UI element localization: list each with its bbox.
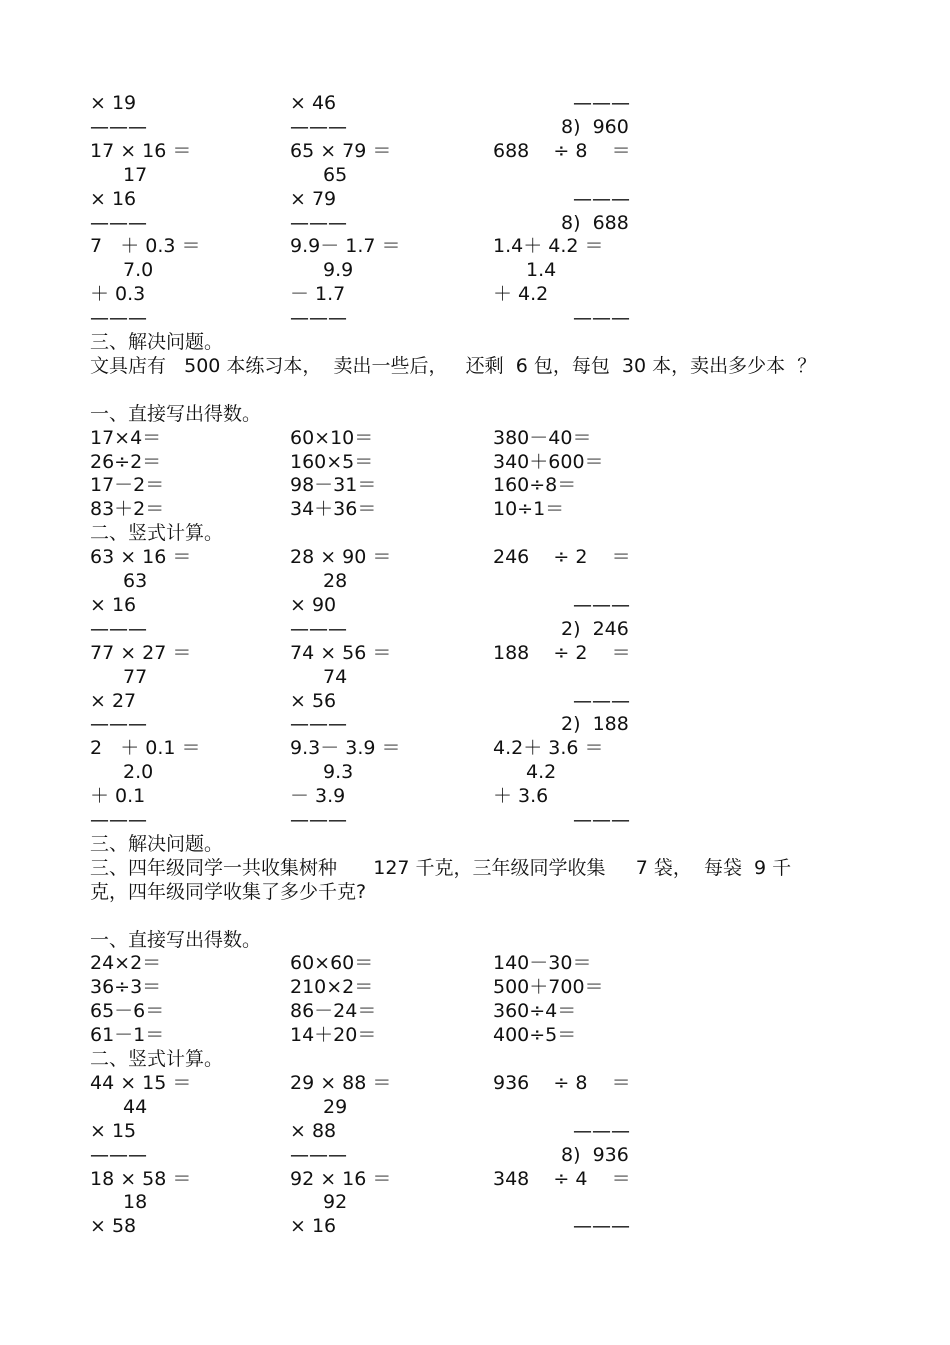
text-line: 克，四年级同学收集了多少千克? bbox=[90, 880, 367, 903]
problem-cell: 65 bbox=[323, 163, 348, 186]
problem-cell: 340＋600＝ bbox=[493, 450, 604, 473]
problem-cell: 77 bbox=[123, 665, 148, 688]
problem-cell: ——— bbox=[290, 1143, 347, 1166]
problem-cell: 360÷4＝ bbox=[493, 1000, 577, 1023]
problem-cell: 63 × 16 ＝ bbox=[90, 546, 192, 569]
problem-cell: 7.0 bbox=[123, 259, 154, 282]
problem-cell: × 19 bbox=[90, 92, 137, 114]
problem-cell: 4.2＋ 3.6 ＝ bbox=[493, 737, 604, 760]
problem-cell: 28 bbox=[323, 570, 348, 592]
problem-cell: 18 bbox=[123, 1191, 148, 1214]
problem-cell: ——— bbox=[290, 809, 347, 831]
problem-cell: 2) 246 bbox=[561, 617, 629, 640]
problem-cell: 9.3 bbox=[323, 761, 354, 784]
text-line: 三、四年级同学一共收集树种 127 千克，三年级同学收集 7 袋， 每袋 9 千 bbox=[90, 856, 792, 879]
problem-cell: 26÷2＝ bbox=[90, 450, 162, 473]
problem-cell: 160÷8＝ bbox=[493, 474, 577, 497]
problem-cell: 2 ＋ 0.1 ＝ bbox=[90, 737, 201, 760]
problem-cell: × 27 bbox=[90, 689, 137, 712]
problem-cell: 63 bbox=[123, 570, 148, 592]
problem-cell: 83＋2＝ bbox=[90, 498, 165, 521]
problem-cell: × 15 bbox=[90, 1119, 137, 1142]
problem-cell: 10÷1＝ bbox=[493, 498, 565, 521]
text-line: 三、解决问题。 bbox=[90, 832, 224, 855]
problem-cell: ——— bbox=[573, 1119, 630, 1142]
text-line: 三、解决问题。 bbox=[90, 331, 224, 353]
problem-cell: ——— bbox=[573, 1215, 630, 1238]
problem-cell: 1.4 bbox=[526, 259, 557, 282]
text-line: 一、直接写出得数。 bbox=[90, 402, 262, 425]
problem-cell: 160×5＝ bbox=[290, 450, 374, 473]
problem-cell: 400÷5＝ bbox=[493, 1024, 577, 1047]
problem-cell: ——— bbox=[90, 1143, 147, 1166]
text-line: 文具店有 500 本练习本， 卖出一些后， 还剩 6 包，每包 30 本，卖出多少本 ？ bbox=[90, 354, 817, 377]
problem-cell: 98－31＝ bbox=[290, 474, 377, 497]
text-line: 一、直接写出得数。 bbox=[90, 928, 262, 951]
problem-cell: ——— bbox=[90, 211, 147, 234]
problem-cell: ——— bbox=[290, 307, 347, 330]
text-line: 二、竖式计算。 bbox=[90, 1048, 224, 1070]
problem-cell: 140－30＝ bbox=[493, 952, 592, 975]
problem-cell: 8) 688 bbox=[561, 211, 629, 234]
problem-cell: × 56 bbox=[290, 689, 337, 712]
problem-cell: ——— bbox=[290, 617, 347, 640]
problem-cell: × 79 bbox=[290, 187, 337, 210]
problem-cell: ——— bbox=[90, 115, 147, 138]
problem-cell: 92 × 16 ＝ bbox=[290, 1167, 392, 1190]
problem-cell: 4.2 bbox=[526, 761, 557, 784]
problem-cell: ＋ 4.2 bbox=[493, 283, 549, 306]
problem-cell: 17 × 16 ＝ bbox=[90, 139, 192, 162]
problem-cell: 74 × 56 ＝ bbox=[290, 641, 392, 664]
problem-cell: × 90 bbox=[290, 593, 337, 616]
problem-cell: ——— bbox=[573, 92, 630, 114]
problem-cell: 8) 936 bbox=[561, 1143, 629, 1166]
text-line: 二、竖式计算。 bbox=[90, 522, 224, 545]
problem-cell: ——— bbox=[290, 713, 347, 736]
problem-cell: 28 × 90 ＝ bbox=[290, 546, 392, 569]
problem-cell: 44 bbox=[123, 1095, 148, 1118]
problem-cell: ——— bbox=[290, 115, 347, 138]
problem-cell: ——— bbox=[573, 187, 630, 210]
problem-cell: ——— bbox=[90, 307, 147, 330]
problem-cell: 500＋700＝ bbox=[493, 976, 604, 999]
problem-cell: 936 ÷ 8 ＝ bbox=[493, 1071, 631, 1094]
problem-cell: × 46 bbox=[290, 92, 337, 114]
problem-cell: 61－1＝ bbox=[90, 1024, 165, 1047]
problem-cell: 210×2＝ bbox=[290, 976, 374, 999]
problem-cell: 246 ÷ 2 ＝ bbox=[493, 546, 631, 569]
problem-cell: 60×60＝ bbox=[290, 952, 374, 975]
problem-cell: 29 bbox=[323, 1095, 348, 1118]
problem-cell: ——— bbox=[90, 809, 147, 831]
problem-cell: × 16 bbox=[290, 1215, 337, 1238]
problem-cell: 380－40＝ bbox=[493, 426, 592, 449]
problem-cell: ＋ 3.6 bbox=[493, 785, 549, 808]
problem-cell: × 58 bbox=[90, 1215, 137, 1238]
problem-cell: × 88 bbox=[290, 1119, 337, 1142]
problem-cell: ——— bbox=[90, 713, 147, 736]
problem-cell: 65－6＝ bbox=[90, 1000, 165, 1023]
problem-cell: 188 ÷ 2 ＝ bbox=[493, 641, 631, 664]
problem-cell: 1.4＋ 4.2 ＝ bbox=[493, 235, 604, 258]
problem-cell: ＋ 0.1 bbox=[90, 785, 146, 808]
problem-cell: ——— bbox=[90, 617, 147, 640]
problem-cell: 36÷3＝ bbox=[90, 976, 162, 999]
problem-cell: 9.3－ 3.9 ＝ bbox=[290, 737, 401, 760]
problem-cell: 17－2＝ bbox=[90, 474, 165, 497]
problem-cell: ——— bbox=[573, 307, 630, 330]
problem-cell: 18 × 58 ＝ bbox=[90, 1167, 192, 1190]
problem-cell: × 16 bbox=[90, 187, 137, 210]
problem-cell: 77 × 27 ＝ bbox=[90, 641, 192, 664]
problem-cell: 92 bbox=[323, 1191, 348, 1214]
problem-cell: 86－24＝ bbox=[290, 1000, 377, 1023]
problem-cell: 9.9－ 1.7 ＝ bbox=[290, 235, 401, 258]
problem-cell: 17 bbox=[123, 163, 148, 186]
problem-cell: 14＋20＝ bbox=[290, 1024, 377, 1047]
problem-cell: 29 × 88 ＝ bbox=[290, 1071, 392, 1094]
problem-cell: ＋ 0.3 bbox=[90, 283, 146, 306]
problem-cell: × 16 bbox=[90, 593, 137, 616]
problem-cell: 74 bbox=[323, 665, 348, 688]
problem-cell: 24×2＝ bbox=[90, 952, 162, 975]
problem-cell: 44 × 15 ＝ bbox=[90, 1071, 192, 1094]
problem-cell: 65 × 79 ＝ bbox=[290, 139, 392, 162]
problem-cell: ——— bbox=[573, 593, 630, 616]
problem-cell: 8) 960 bbox=[561, 115, 629, 138]
problem-cell: 17×4＝ bbox=[90, 426, 162, 449]
problem-cell: － 3.9 bbox=[290, 785, 346, 808]
problem-cell: ——— bbox=[290, 211, 347, 234]
problem-cell: 348 ÷ 4 ＝ bbox=[493, 1167, 631, 1190]
problem-cell: 688 ÷ 8 ＝ bbox=[493, 139, 631, 162]
problem-cell: ——— bbox=[573, 809, 630, 831]
problem-cell: 2) 188 bbox=[561, 713, 629, 736]
problem-cell: 9.9 bbox=[323, 259, 354, 282]
problem-cell: － 1.7 bbox=[290, 283, 346, 306]
problem-cell: 7 ＋ 0.3 ＝ bbox=[90, 235, 201, 258]
problem-cell: 60×10＝ bbox=[290, 426, 374, 449]
problem-cell: 34＋36＝ bbox=[290, 498, 377, 521]
problem-cell: ——— bbox=[573, 689, 630, 712]
problem-cell: 2.0 bbox=[123, 761, 154, 784]
